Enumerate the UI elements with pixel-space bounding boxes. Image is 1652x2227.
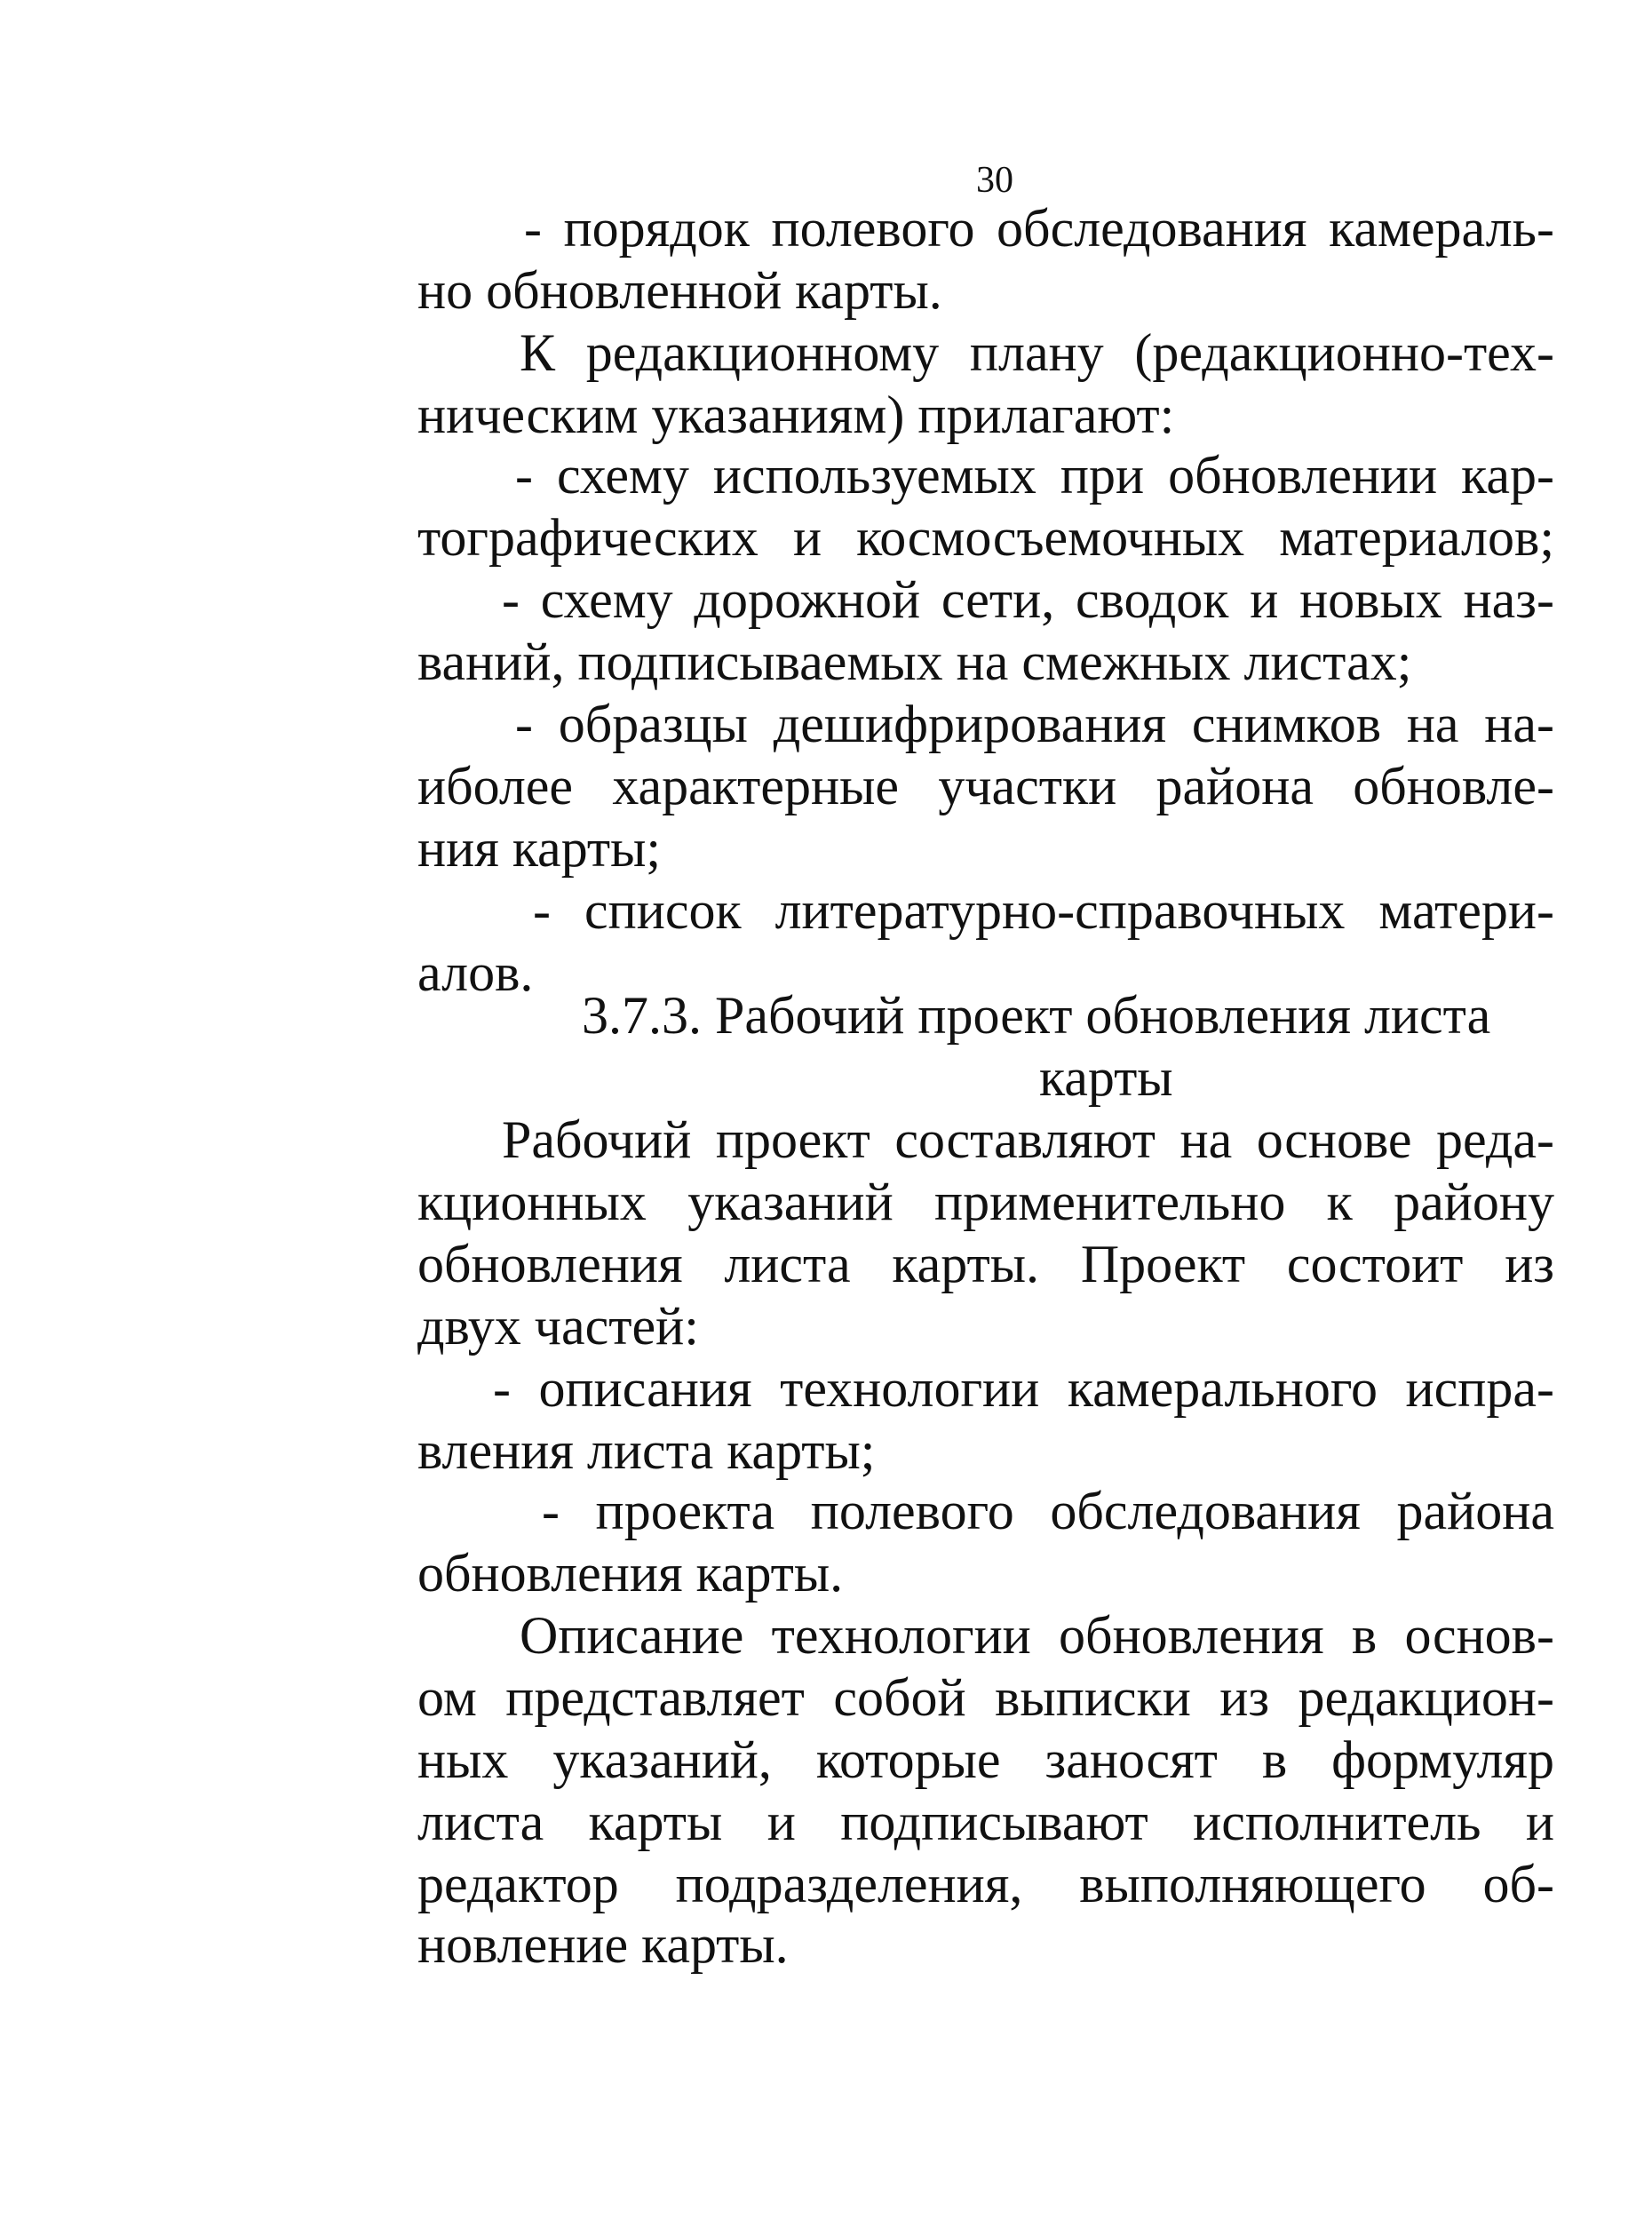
- list-item-line: - схему используемых при обновлении кар-: [515, 446, 1554, 505]
- section-heading: карты: [1039, 1048, 1173, 1107]
- paragraph-line: редактор подразделения, выполняющего об-: [417, 1855, 1554, 1913]
- paragraph-line: обновления листа карты. Проект состоит из: [417, 1235, 1554, 1293]
- list-item-line: - порядок полевого обследования камераль-: [524, 199, 1554, 258]
- list-item-line: ваний, подписываемых на смежных листах;: [417, 632, 1412, 691]
- list-item-line: - проекта полевого обследования района: [542, 1482, 1554, 1540]
- list-item-line: вления листа карты;: [417, 1421, 876, 1480]
- paragraph-line: Описание технологии обновления в основ-: [520, 1606, 1554, 1665]
- paragraph-line: двух частей:: [417, 1297, 699, 1356]
- paragraph-line: новление карты.: [417, 1915, 789, 1974]
- page-number: 30: [976, 160, 1013, 201]
- list-item-line: алов.: [417, 943, 534, 1002]
- paragraph-line: кционных указаний применительно к району: [417, 1173, 1554, 1231]
- section-heading: 3.7.3. Рабочий проект обновления листа: [582, 986, 1491, 1045]
- paragraph-line: К редакционному плану (редакционно-тех-: [520, 323, 1554, 382]
- list-item-line: - описания технологии камерального испра-: [493, 1359, 1554, 1418]
- list-item-line: тографических и космосъемочных материалов;: [417, 508, 1554, 567]
- paragraph-line: ническим указаниям) прилагают:: [417, 386, 1175, 444]
- list-item-line: - образцы дешифрирования снимков на на-: [515, 695, 1554, 753]
- paragraph-line: листа карты и подписывают исполнитель и: [417, 1793, 1554, 1851]
- list-item-line: обновления карты.: [417, 1544, 844, 1603]
- list-item-line: - список литературно-справочных матери-: [533, 881, 1554, 940]
- list-item-line: но обновленной карты.: [417, 261, 942, 320]
- list-item-line: - схему дорожной сети, сводок и новых наз-: [502, 570, 1554, 629]
- paragraph-line: ом представляет собой выписки из редакцион-: [417, 1668, 1554, 1727]
- paragraph-line: ных указаний, которые заносят в формуляр: [417, 1730, 1554, 1789]
- list-item-line: иболее характерные участки района обновле-: [417, 757, 1554, 815]
- list-item-line: ния карты;: [417, 819, 662, 878]
- paragraph-line: Рабочий проект составляют на основе реда-: [502, 1110, 1554, 1169]
